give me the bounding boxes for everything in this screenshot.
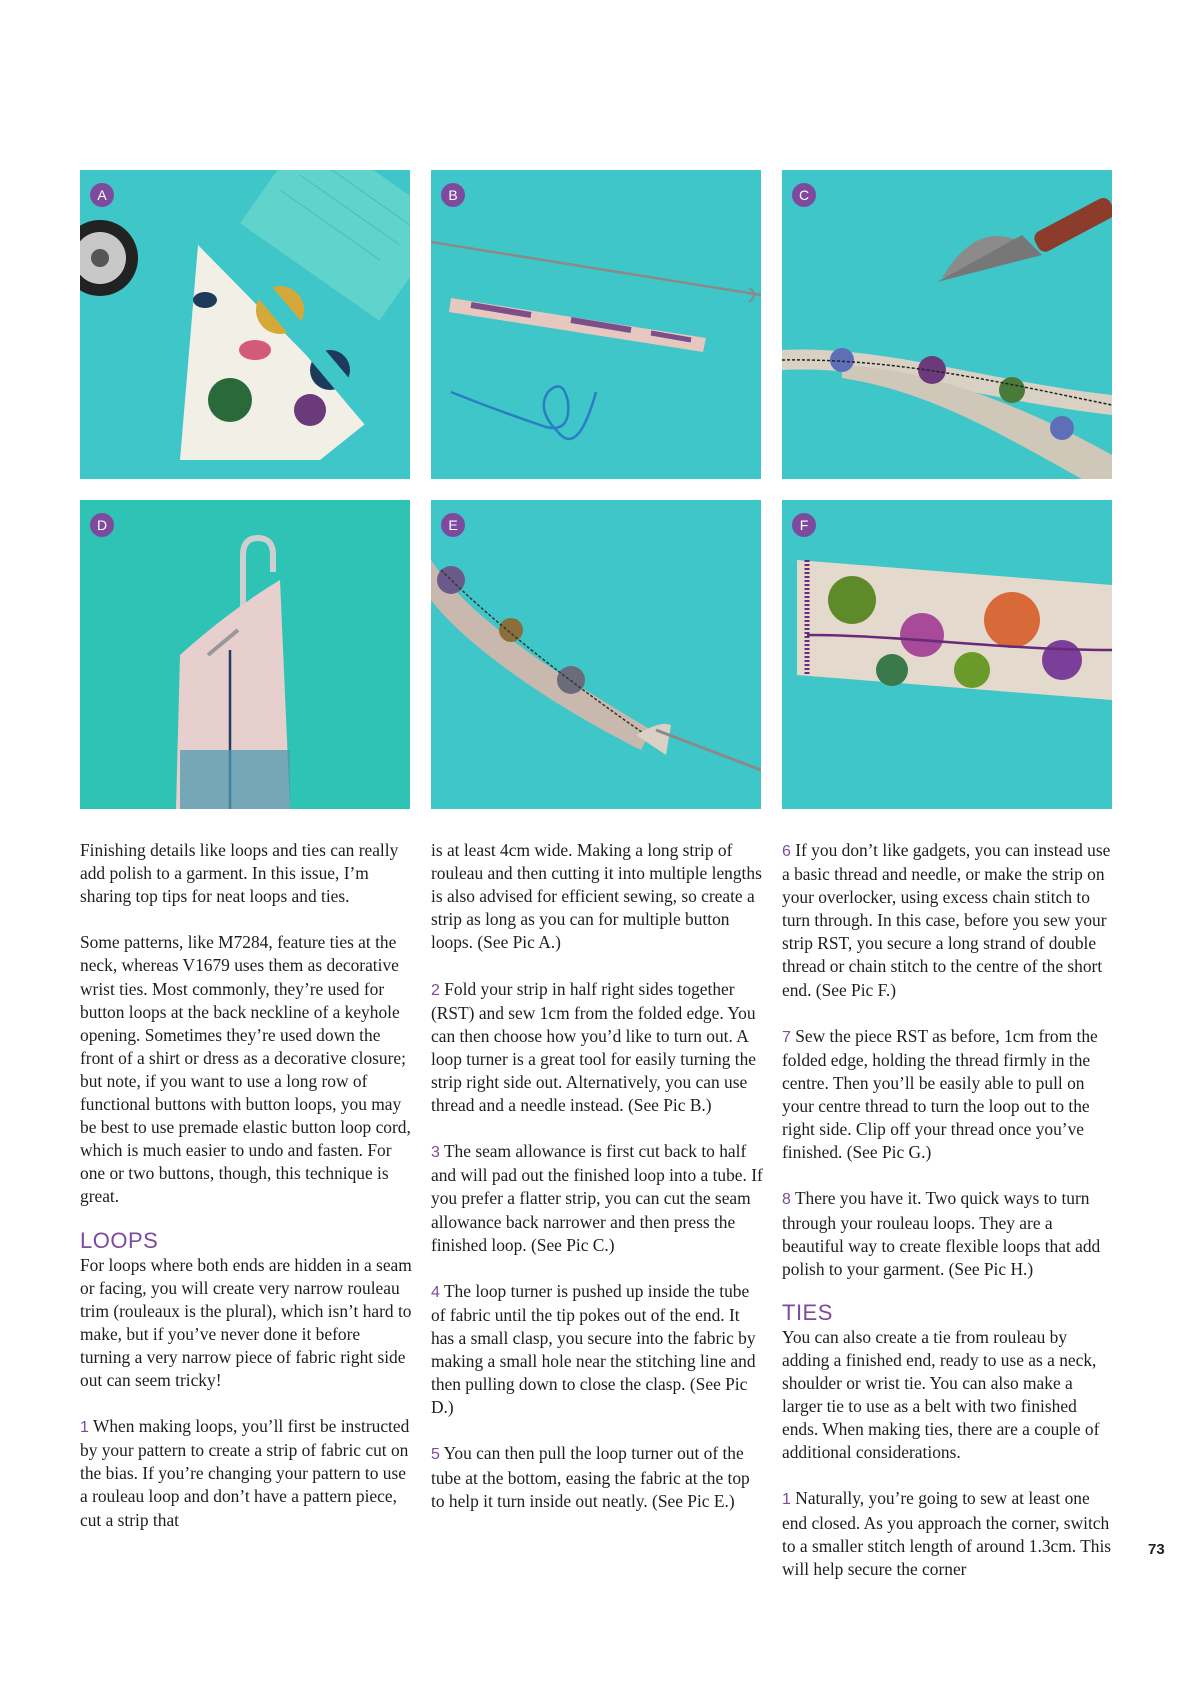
tie-step-1 (782, 1487, 1114, 1580)
step-3 (431, 1140, 763, 1256)
photo-c-label: C (792, 183, 816, 207)
loops-heading: LOOPS (80, 1227, 159, 1253)
step-5-text: You can then pull the loop turner out of the tube at the bottom, easing the fabric at the top to help it turn inside out neatly. (See Pic E.) (431, 1443, 750, 1511)
step-7 (782, 1025, 1114, 1165)
step-1-number: 1 (80, 1419, 89, 1437)
step-6-text: If you don’t like gadgets, you can instead use a basic thread and needle, or make the strip on your overlocker, using excess chain stitch to turn through. In this case, before you sew your strip RST, you secure a long strand of double thread or chain stitch to the centre of the short end. (See Pic F.) (782, 840, 1111, 1000)
photo-e-illustration (431, 500, 761, 809)
photo-e-label: E (441, 513, 465, 537)
step-7-number: 7 (782, 1028, 791, 1046)
step-6-number: 6 (782, 843, 791, 860)
loops-paragraph: For loops where both ends are hidden in a seam or facing, you will create very narrow rouleau trim (rouleaux is the plural), which isn’t hard to make, but if you’ve never done it before turning a very narrow piece of fabric right side out can seem tricky! (80, 1254, 412, 1390)
step-4-number: 4 (431, 1283, 440, 1301)
intro-paragraph: Finishing details like loops and ties can really add polish to a garment. In this issue, I’m sharing top tips for neat loops and ties. (80, 840, 399, 907)
step-5-number: 5 (431, 1446, 440, 1464)
photo-a-label: A (90, 183, 114, 207)
ties-paragraph: You can also create a tie from rouleau by adding a finished end, ready to use as a neck, shoulder or wrist tie. You can also make a larger tie to use as a belt with two finished ends. When making ties, there are a couple of additional considerations. (782, 1326, 1100, 1463)
photo-a (80, 170, 410, 479)
step-4 (431, 1280, 763, 1420)
tie-step-1-text: Naturally, you’re going to sew at least one end closed. As you approach the corner, switch to a smaller stitch length of around 1.3cm. This will help secure the corner (782, 1488, 1112, 1579)
text-column-3 (782, 839, 1114, 1581)
photo-a-illustration (80, 170, 410, 479)
step-1 (80, 1415, 412, 1531)
step-5 (431, 1442, 763, 1512)
photo-d-label: D (90, 513, 114, 537)
photo-c-illustration (782, 170, 1112, 479)
step-2-number: 2 (431, 981, 440, 999)
step-6 (782, 839, 1114, 1002)
text-column-1 (80, 839, 412, 1532)
step-8-number: 8 (782, 1191, 791, 1209)
photo-f-illustration (782, 500, 1112, 809)
text-column-2 (431, 839, 763, 1513)
patterns-paragraph: Some patterns, like M7284, feature ties at the neck, whereas V1679 uses them as decorative wrist ties. Most commonly, they’re used for button loops at the back neckline of a keyhole opening. Sometimes they’re used down the front of a shirt or dress as a decorative closure; but note, if you want to use a long row of functional buttons with button loops, you may be best to use premade elastic button loop cord, which is much easier to undo and fasten. For one or two buttons, though, this technique is great. (80, 932, 411, 1207)
photo-b-illustration (431, 170, 761, 479)
step-2-text: Fold your strip in half right sides together (RST) and sew 1cm from the folded edge. You can then choose how you’d like to turn out. A loop turner is a great tool for easily turning the strip right side out. Alternatively, you can use thread and a needle instead. (See Pic B.) (431, 978, 757, 1116)
photo-b (431, 170, 761, 479)
step-1-text: When making loops, you’ll first be instructed by your pattern to create a strip of fabric cut on the bias. If you’re changing your pattern to use a rouleau loop and don’t have a pattern piece, cut a strip that (80, 1416, 410, 1530)
step-1-continued: is at least 4cm wide. Making a long strip of rouleau and then cutting it into multiple lengths is also advised for efficient sewing, so create a strip as long as you can for multiple button loops. (See Pic A.) (431, 840, 762, 953)
page-number: 73 (1148, 1541, 1165, 1558)
photo-d-illustration (80, 500, 410, 809)
photo-e (431, 500, 761, 809)
photo-f (782, 500, 1112, 809)
photo-c (782, 170, 1112, 479)
step-8 (782, 1187, 1114, 1280)
ties-heading: TIES (782, 1299, 833, 1325)
photo-b-label: B (441, 183, 465, 207)
photo-f-label: F (792, 513, 816, 537)
step-8-text: There you have it. Two quick ways to turn through your rouleau loops. They are a beautiful way to create flexible loops that add polish to your garment. (See Pic H.) (782, 1188, 1101, 1279)
step-3-number: 3 (431, 1144, 440, 1162)
photo-d (80, 500, 410, 809)
step-3-text: The seam allowance is first cut back to half and will pad out the finished loop into a tube. If you prefer a flatter strip, you can cut the seam allowance back narrower and then press the finished loop. (See Pic C.) (431, 1141, 763, 1255)
step-2 (431, 978, 763, 1118)
step-4-text: The loop turner is pushed up inside the tube of fabric until the tip pokes out of the end. It has a small clasp, you secure into the fabric by making a small hole near the stitching line and then pulling down to close the clasp. (See Pic D.) (431, 1280, 756, 1418)
tie-step-1-number: 1 (782, 1491, 791, 1509)
step-7-text: Sew the piece RST as before, 1cm from the folded edge, holding the thread firmly in the centre. Then you’ll be easily able to pull on your centre thread to turn the loop out to the right side. Clip off your thread once you’ve finished. (See Pic G.) (782, 1025, 1098, 1163)
